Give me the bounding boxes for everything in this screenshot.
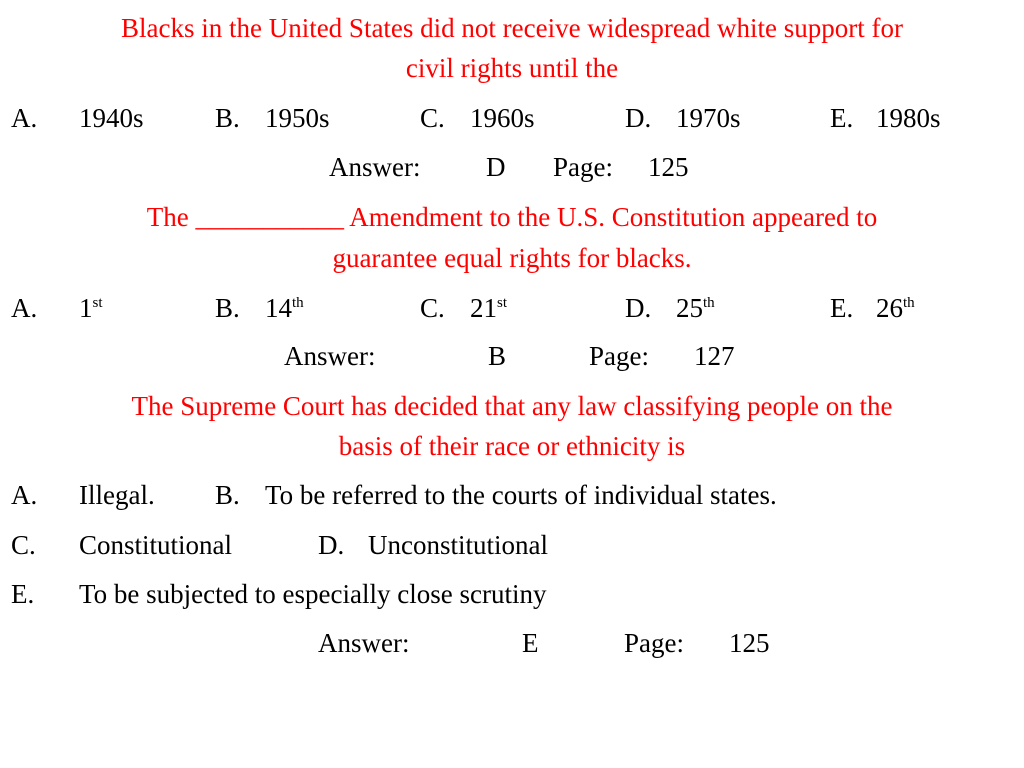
q2-answer-value: B xyxy=(488,341,507,371)
q2-answer-label: Answer: xyxy=(284,341,376,371)
q1-option-b-text: 1950s xyxy=(265,103,330,133)
q2-option-a-letter: A. xyxy=(11,293,38,323)
q3-option-c-letter: C. xyxy=(11,530,36,560)
q1-answer-value: D xyxy=(486,152,506,182)
q3-answer-label: Answer: xyxy=(318,628,410,658)
q1-option-b-letter: B. xyxy=(215,103,240,133)
q1-option-e-letter: E. xyxy=(830,103,854,133)
q2-option-a-text: 1st xyxy=(79,293,103,323)
q2-option-d-text: 25th xyxy=(676,293,715,323)
q3-option-e-text: To be subjected to especially close scrutiny xyxy=(79,579,547,609)
q3-answer-value: E xyxy=(522,628,539,658)
q1-page-label: Page: xyxy=(553,152,613,182)
q3-option-a-text: Illegal. xyxy=(79,480,155,510)
q2-option-d-letter: D. xyxy=(625,293,652,323)
q3-option-e-letter: E. xyxy=(11,579,35,609)
q3-option-c-text: Constitutional xyxy=(79,530,233,560)
q3-page-label: Page: xyxy=(624,628,684,658)
q3-option-a-letter: A. xyxy=(11,480,38,510)
q2-option-c-text: 21st xyxy=(470,293,508,323)
question-3-line-2: basis of their race or ethnicity is xyxy=(338,431,686,461)
question-2-line-1: The ___________ Amendment to the U.S. Constitution appeared to xyxy=(146,202,878,232)
question-1-line-2: civil rights until the xyxy=(405,53,619,83)
q1-option-e-text: 1980s xyxy=(876,103,941,133)
q2-option-c-letter: C. xyxy=(420,293,445,323)
q1-page-value: 125 xyxy=(648,152,689,182)
q1-option-c-letter: C. xyxy=(420,103,445,133)
question-1-line-1: Blacks in the United States did not receive widespread white support for xyxy=(120,13,904,43)
q3-option-d-text: Unconstitutional xyxy=(368,530,548,560)
question-3-line-1: The Supreme Court has decided that any law classifying people on the xyxy=(131,391,893,421)
q2-option-b-letter: B. xyxy=(215,293,240,323)
q3-page-value: 125 xyxy=(729,628,770,658)
q3-option-b-letter: B. xyxy=(215,480,240,510)
q1-answer-label: Answer: xyxy=(329,152,421,182)
q2-option-e-text: 26th xyxy=(876,293,915,323)
q1-option-a-text: 1940s xyxy=(79,103,144,133)
q1-option-d-letter: D. xyxy=(625,103,652,133)
q1-option-d-text: 1970s xyxy=(676,103,741,133)
q2-option-e-letter: E. xyxy=(830,293,854,323)
q3-option-d-letter: D. xyxy=(318,530,345,560)
q1-option-c-text: 1960s xyxy=(470,103,535,133)
q2-option-b-text: 14th xyxy=(265,293,304,323)
q2-page-value: 127 xyxy=(694,341,735,371)
q2-page-label: Page: xyxy=(589,341,649,371)
q3-option-b-text: To be referred to the courts of individual states. xyxy=(265,480,777,510)
q1-option-a-letter: A. xyxy=(11,103,38,133)
question-2-line-2: guarantee equal rights for blacks. xyxy=(332,243,692,273)
